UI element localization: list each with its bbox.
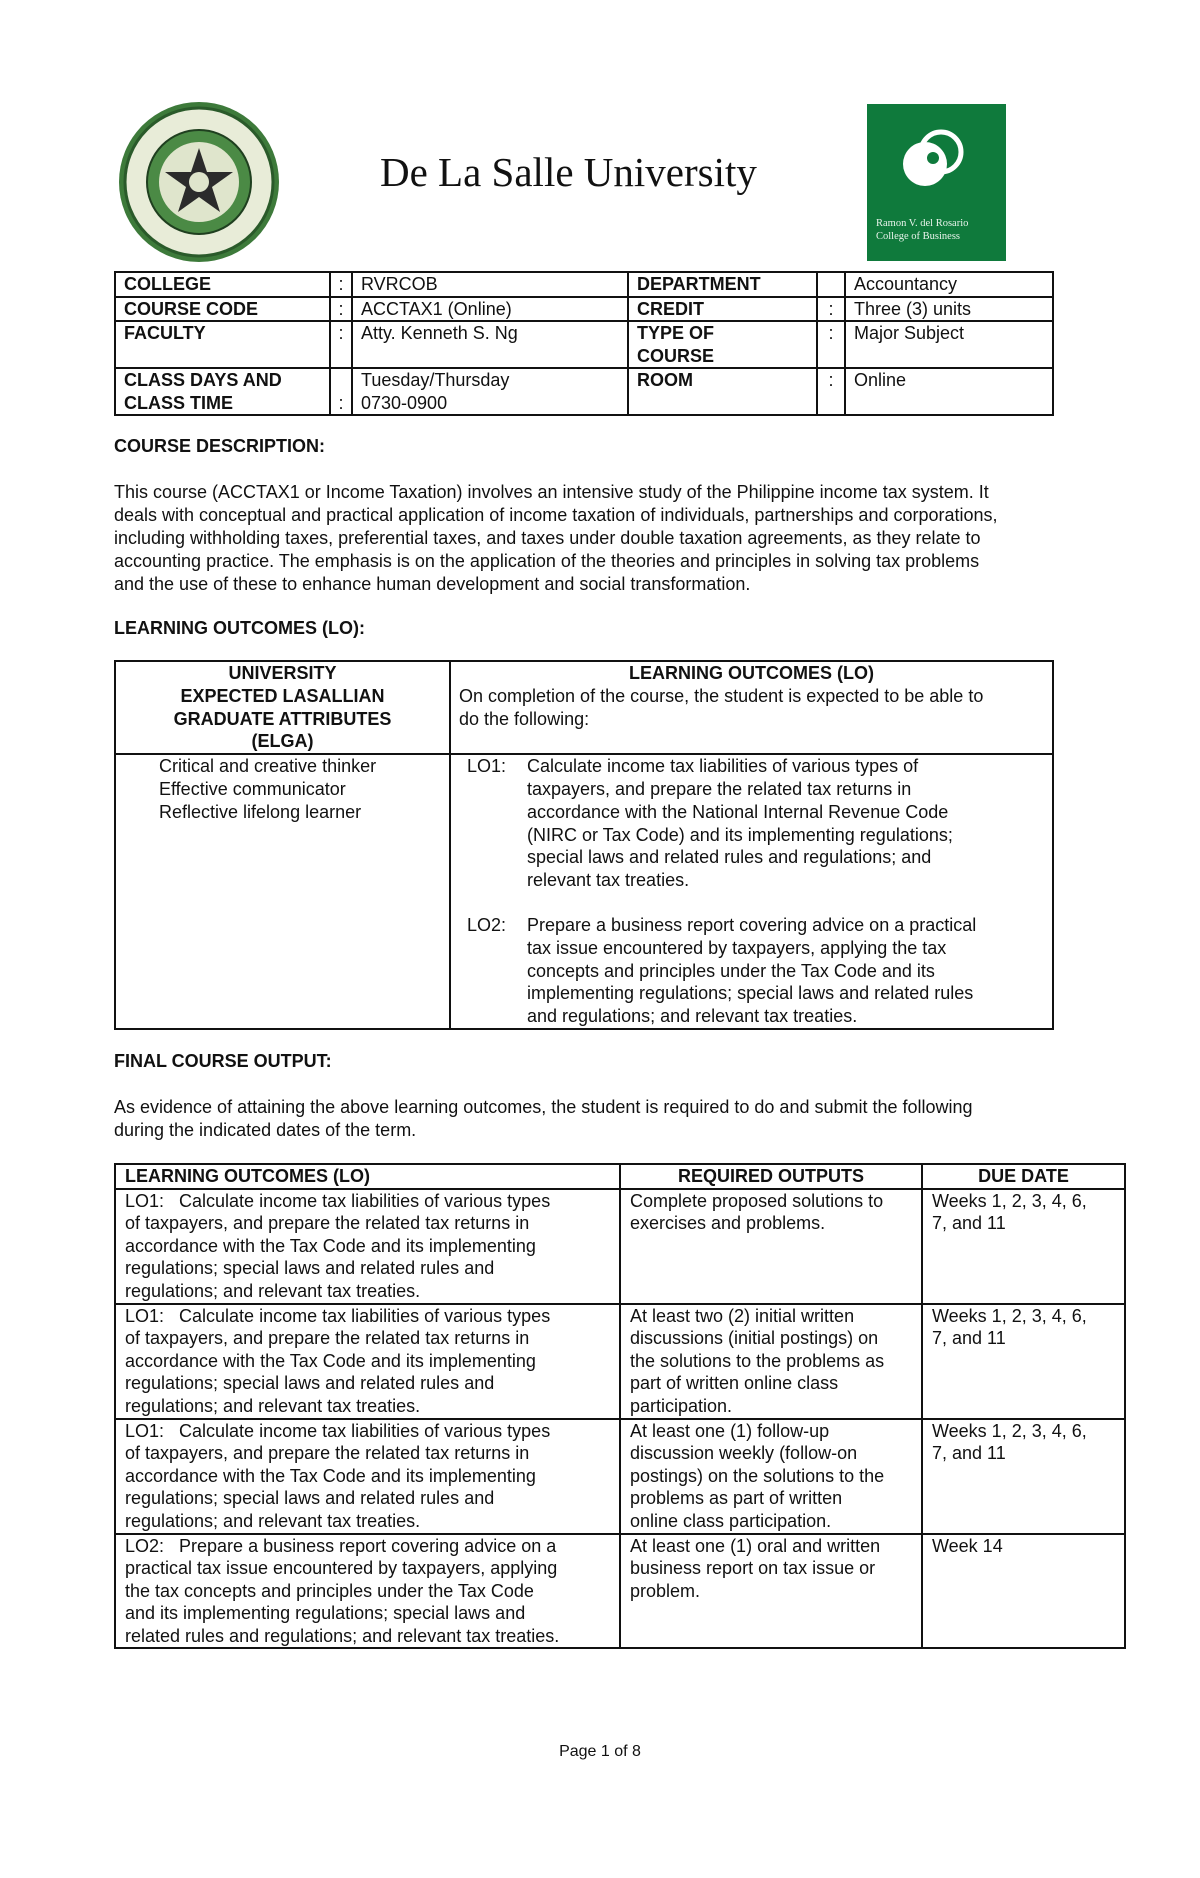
- output-row: [115, 1419, 1125, 1534]
- lo-text-line: and regulations; and relevant tax treaties.: [527, 1006, 858, 1027]
- info-row: [115, 272, 1053, 297]
- output-row: [115, 1189, 1125, 1304]
- final-output-table: [114, 1163, 1126, 1649]
- colon: :: [330, 321, 352, 368]
- lo-text-line: tax issue encountered by taxpayers, applying the tax: [527, 937, 947, 958]
- row-output: [620, 1189, 922, 1304]
- intro-line: during the indicated dates of the term.: [114, 1120, 417, 1140]
- lo-item: [467, 914, 1044, 1028]
- description-line: deals with conceptual and practical application of income taxation of individuals, partnerships and corporations,: [114, 505, 998, 525]
- row-lo-line: of taxpayers, and prepare the related tax returns in: [125, 1328, 530, 1349]
- row-lo-line: regulations; special laws and related rules and: [125, 1488, 495, 1509]
- row-lo: [115, 1534, 620, 1649]
- lo-text: [527, 914, 976, 1028]
- row-output-line: problem.: [630, 1580, 701, 1601]
- description-line: and the use of these to enhance human development and social transformation.: [114, 574, 751, 594]
- colon: :: [330, 368, 352, 415]
- lo-text-line: special laws and related rules and regulations; and: [527, 847, 932, 868]
- lo-header-title: LEARNING OUTCOMES (LO): [629, 663, 874, 683]
- row-due: [922, 1189, 1125, 1304]
- row-output-line: part of written online class: [630, 1373, 839, 1394]
- row-lo-line: accordance with the Tax Code and its implementing: [125, 1350, 536, 1371]
- lo-header: [450, 661, 1053, 754]
- row-output-line: the solutions to the problems as: [630, 1350, 885, 1371]
- row-output-line: At least one (1) oral and written: [630, 1535, 881, 1556]
- class-schedule-label-line: CLASS TIME: [124, 392, 234, 413]
- university-name: De La Salle University: [380, 149, 757, 195]
- final-course-output-heading: FINAL COURSE OUTPUT:: [114, 1051, 332, 1071]
- room-label: ROOM: [628, 368, 817, 415]
- course-description-text: [114, 481, 1104, 596]
- lo-header-row: [115, 661, 1053, 754]
- lo-header-line: On completion of the course, the student is expected to be able to: [459, 685, 984, 706]
- info-row: [115, 368, 1053, 415]
- row-output-line: At least one (1) follow-up: [630, 1420, 830, 1441]
- row-due-line: Weeks 1, 2, 3, 4, 6,: [932, 1420, 1087, 1441]
- info-row: [115, 321, 1053, 368]
- row-output: [620, 1534, 922, 1649]
- row-output-line: business report on tax issue or: [630, 1558, 876, 1579]
- row-lo: [115, 1419, 620, 1534]
- row-output-line: discussions (initial postings) on: [630, 1328, 879, 1349]
- class-schedule-label-line: CLASS DAYS AND: [124, 370, 282, 390]
- lo-code: LO1:: [467, 756, 507, 777]
- class-schedule-value: [352, 368, 628, 415]
- college-logo-caption-line: Ramon V. del Rosario: [876, 218, 969, 229]
- course-description-heading: COURSE DESCRIPTION:: [114, 436, 326, 456]
- row-output: [620, 1304, 922, 1419]
- page-number: Page 1 of 8: [559, 1743, 641, 1760]
- row-output-line: exercises and problems.: [630, 1213, 826, 1234]
- course-type-label-line: TYPE OF: [637, 323, 715, 343]
- row-due-line: Week 14: [932, 1535, 1003, 1556]
- output-row: [115, 1534, 1125, 1649]
- course-type-value: Major Subject: [845, 321, 1053, 368]
- elga-list: [115, 754, 450, 1029]
- intro-line: As evidence of attaining the above learning outcomes, the student is required to do and submit the following: [114, 1097, 973, 1117]
- colon: :: [330, 272, 352, 297]
- elga-header-line: (ELGA): [251, 731, 314, 752]
- class-days: Tuesday/Thursday: [361, 370, 510, 390]
- room-value: Online: [845, 368, 1053, 415]
- row-lo-line: regulations; and relevant tax treaties.: [125, 1510, 421, 1531]
- elga-header-line: GRADUATE ATTRIBUTES: [173, 708, 392, 729]
- output-row: [115, 1304, 1125, 1419]
- credit-label: CREDIT: [628, 297, 817, 322]
- row-lo-line: LO1: Calculate income tax liabilities of various types: [125, 1305, 551, 1326]
- colon: :: [330, 297, 352, 322]
- row-lo-line: of taxpayers, and prepare the related tax returns in: [125, 1443, 530, 1464]
- colon: :: [817, 321, 845, 368]
- row-due-line: 7, and 11: [932, 1443, 1006, 1464]
- class-schedule-label: [115, 368, 330, 415]
- column-header-lo: LEARNING OUTCOMES (LO): [115, 1164, 620, 1189]
- college-label: COLLEGE: [115, 272, 330, 297]
- college-of-business-logo: [867, 104, 1006, 261]
- department-label: DEPARTMENT: [628, 272, 817, 297]
- row-output-line: Complete proposed solutions to: [630, 1190, 884, 1211]
- elga-item: Effective communicator: [159, 778, 346, 799]
- lo-text-line: taxpayers, and prepare the related tax returns in: [527, 778, 912, 799]
- row-due: [922, 1419, 1125, 1534]
- row-lo-line: regulations; and relevant tax treaties.: [125, 1395, 421, 1416]
- class-time: 0730-0900: [361, 392, 448, 413]
- column-header-outputs: REQUIRED OUTPUTS: [620, 1164, 922, 1189]
- row-due: [922, 1304, 1125, 1419]
- faculty-label: FACULTY: [115, 321, 330, 368]
- colon: :: [817, 297, 845, 322]
- final-output-intro: [114, 1096, 1104, 1142]
- row-output-line: discussion weekly (follow-on: [630, 1443, 858, 1464]
- lo-text: [527, 755, 953, 892]
- row-lo-line: LO1: Calculate income tax liabilities of various types: [125, 1420, 551, 1441]
- row-lo-line: related rules and regulations; and relevant tax treaties.: [125, 1625, 560, 1646]
- row-output-line: participation.: [630, 1395, 733, 1416]
- row-lo-line: practical tax issue encountered by taxpayers, applying: [125, 1558, 558, 1579]
- lo-list: [450, 754, 1053, 1029]
- lo-text-line: accordance with the National Internal Revenue Code: [527, 801, 949, 822]
- row-lo-line: regulations; special laws and related rules and: [125, 1373, 495, 1394]
- row-due-line: Weeks 1, 2, 3, 4, 6,: [932, 1305, 1087, 1326]
- course-type-label: [628, 321, 817, 368]
- output-header-row: [115, 1164, 1125, 1189]
- lo-text-line: Calculate income tax liabilities of various types of: [527, 756, 919, 777]
- lo-text-line: concepts and principles under the Tax Code and its: [527, 960, 935, 981]
- row-output-line: postings) on the solutions to the: [630, 1465, 885, 1486]
- credit-value: Three (3) units: [845, 297, 1053, 322]
- description-line: accounting practice. The emphasis is on the application of the theories and principles in solving tax problems: [114, 551, 980, 571]
- row-due: [922, 1534, 1125, 1649]
- row-lo: [115, 1189, 620, 1304]
- lo-body-row: [115, 754, 1053, 1029]
- row-lo-line: regulations; and relevant tax treaties.: [125, 1280, 421, 1301]
- column-header-due-date: DUE DATE: [922, 1164, 1125, 1189]
- university-seal-logo: [117, 100, 281, 264]
- row-lo-line: accordance with the Tax Code and its implementing: [125, 1465, 536, 1486]
- learning-outcomes-heading: LEARNING OUTCOMES (LO):: [114, 618, 365, 638]
- row-output-line: At least two (2) initial written: [630, 1305, 855, 1326]
- row-due-line: Weeks 1, 2, 3, 4, 6,: [932, 1190, 1087, 1211]
- row-lo-line: and its implementing regulations; special laws and: [125, 1603, 526, 1624]
- row-lo-line: of taxpayers, and prepare the related tax returns in: [125, 1213, 530, 1234]
- row-output: [620, 1419, 922, 1534]
- faculty-value: Atty. Kenneth S. Ng: [352, 321, 628, 368]
- colon: :: [817, 368, 845, 415]
- lo-text-line: relevant tax treaties.: [527, 870, 690, 891]
- info-row: [115, 297, 1053, 322]
- row-output-line: online class participation.: [630, 1510, 832, 1531]
- row-lo-line: accordance with the Tax Code and its implementing: [125, 1235, 536, 1256]
- college-value: RVRCOB: [352, 272, 628, 297]
- row-lo-line: the tax concepts and principles under the Tax Code: [125, 1580, 534, 1601]
- learning-outcomes-table: [114, 660, 1054, 1030]
- colon-empty: [817, 272, 845, 297]
- row-lo: [115, 1304, 620, 1419]
- description-line: including withholding taxes, preferential taxes, and taxes under double taxation agreements, as they relate to: [114, 528, 981, 548]
- college-logo-caption: [876, 217, 968, 243]
- elga-header: [115, 661, 450, 754]
- course-code-label: COURSE CODE: [115, 297, 330, 322]
- row-due-line: 7, and 11: [932, 1213, 1006, 1234]
- course-type-label-line: COURSE: [637, 345, 715, 366]
- row-due-line: 7, and 11: [932, 1328, 1006, 1349]
- row-output-line: problems as part of written: [630, 1488, 843, 1509]
- elga-item: Critical and creative thinker: [159, 756, 377, 777]
- elga-header-line: EXPECTED LASALLIAN: [180, 685, 385, 706]
- description-line: This course (ACCTAX1 or Income Taxation) involves an intensive study of the Philippine income tax system. It: [114, 482, 989, 502]
- row-lo-line: LO2: Prepare a business report covering advice on a: [125, 1535, 557, 1556]
- elga-item: Reflective lifelong learner: [159, 801, 362, 822]
- lo-text-line: (NIRC or Tax Code) and its implementing regulations;: [527, 824, 953, 845]
- department-value: Accountancy: [845, 272, 1053, 297]
- lo-text-line: Prepare a business report covering advice on a practical: [527, 914, 977, 935]
- row-lo-line: regulations; special laws and related rules and: [125, 1258, 495, 1279]
- elga-header-line: UNIVERSITY: [228, 663, 337, 683]
- row-lo-line: LO1: Calculate income tax liabilities of various types: [125, 1190, 551, 1211]
- lo-text-line: implementing regulations; special laws and related rules: [527, 983, 974, 1004]
- lo-item: [467, 755, 1044, 892]
- college-logo-caption-line: College of Business: [876, 231, 960, 242]
- course-info-table: [114, 271, 1054, 416]
- course-code-value: ACCTAX1 (Online): [352, 297, 628, 322]
- lo-header-line: do the following:: [459, 708, 590, 729]
- lo-code: LO2:: [467, 914, 507, 935]
